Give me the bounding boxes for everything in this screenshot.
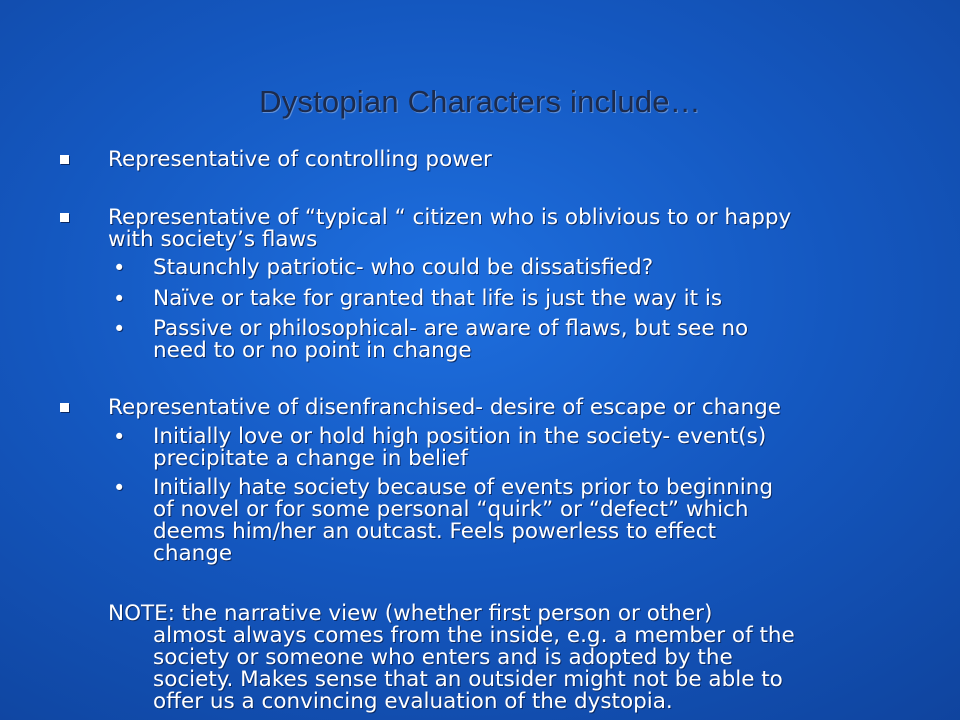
dot-bullet-icon: •: [113, 476, 126, 500]
dot-bullet-icon: •: [113, 425, 126, 449]
sub-bullet-text: Passive or philosophical- are aware of flaws, but see no: [153, 316, 749, 341]
note-text: society. Makes sense that an outsider might not be able to: [153, 667, 783, 692]
sub-bullet-text: change: [153, 541, 233, 566]
sub-bullet-text: Staunchly patriotic- who could be dissatisfied?: [153, 255, 654, 280]
sub-bullet-text: of novel or for some personal “quirk” or “defect” which: [153, 497, 749, 522]
note-text: society or someone who enters and is adopted by the: [153, 645, 733, 670]
note-text: offer us a convincing evaluation of the dystopia.: [153, 689, 673, 714]
slide-title: Dystopian Characters include…: [259, 84, 701, 119]
sub-bullet-text: Initially love or hold high position in the society- event(s): [153, 424, 767, 449]
dot-bullet-icon: •: [113, 287, 126, 311]
sub-bullet-text: deems him/her an outcast. Feels powerless to effect: [153, 519, 717, 544]
sub-bullet-text: Naïve or take for granted that life is just the way it is: [153, 286, 723, 311]
note-text: NOTE: the narrative view (whether first person or other): [108, 601, 713, 626]
sub-bullet-text: precipitate a change in belief: [153, 446, 468, 471]
dot-bullet-icon: •: [113, 317, 126, 341]
square-bullet-icon: [60, 155, 69, 164]
square-bullet-icon: [60, 403, 69, 412]
square-bullet-icon: [60, 213, 69, 222]
sub-bullet-text: need to or no point in change: [153, 338, 472, 363]
bullet-text: Representative of “typical “ citizen who is oblivious to or happy: [108, 205, 792, 230]
note-text: almost always comes from the inside, e.g. a member of the: [153, 623, 795, 648]
dot-bullet-icon: •: [113, 256, 126, 280]
bullet-text: with society’s flaws: [108, 227, 318, 252]
bullet-text: Representative of controlling power: [108, 147, 492, 172]
sub-bullet-text: Initially hate society because of events prior to beginning: [153, 475, 773, 500]
bullet-text: Representative of disenfranchised- desire of escape or change: [108, 395, 781, 420]
